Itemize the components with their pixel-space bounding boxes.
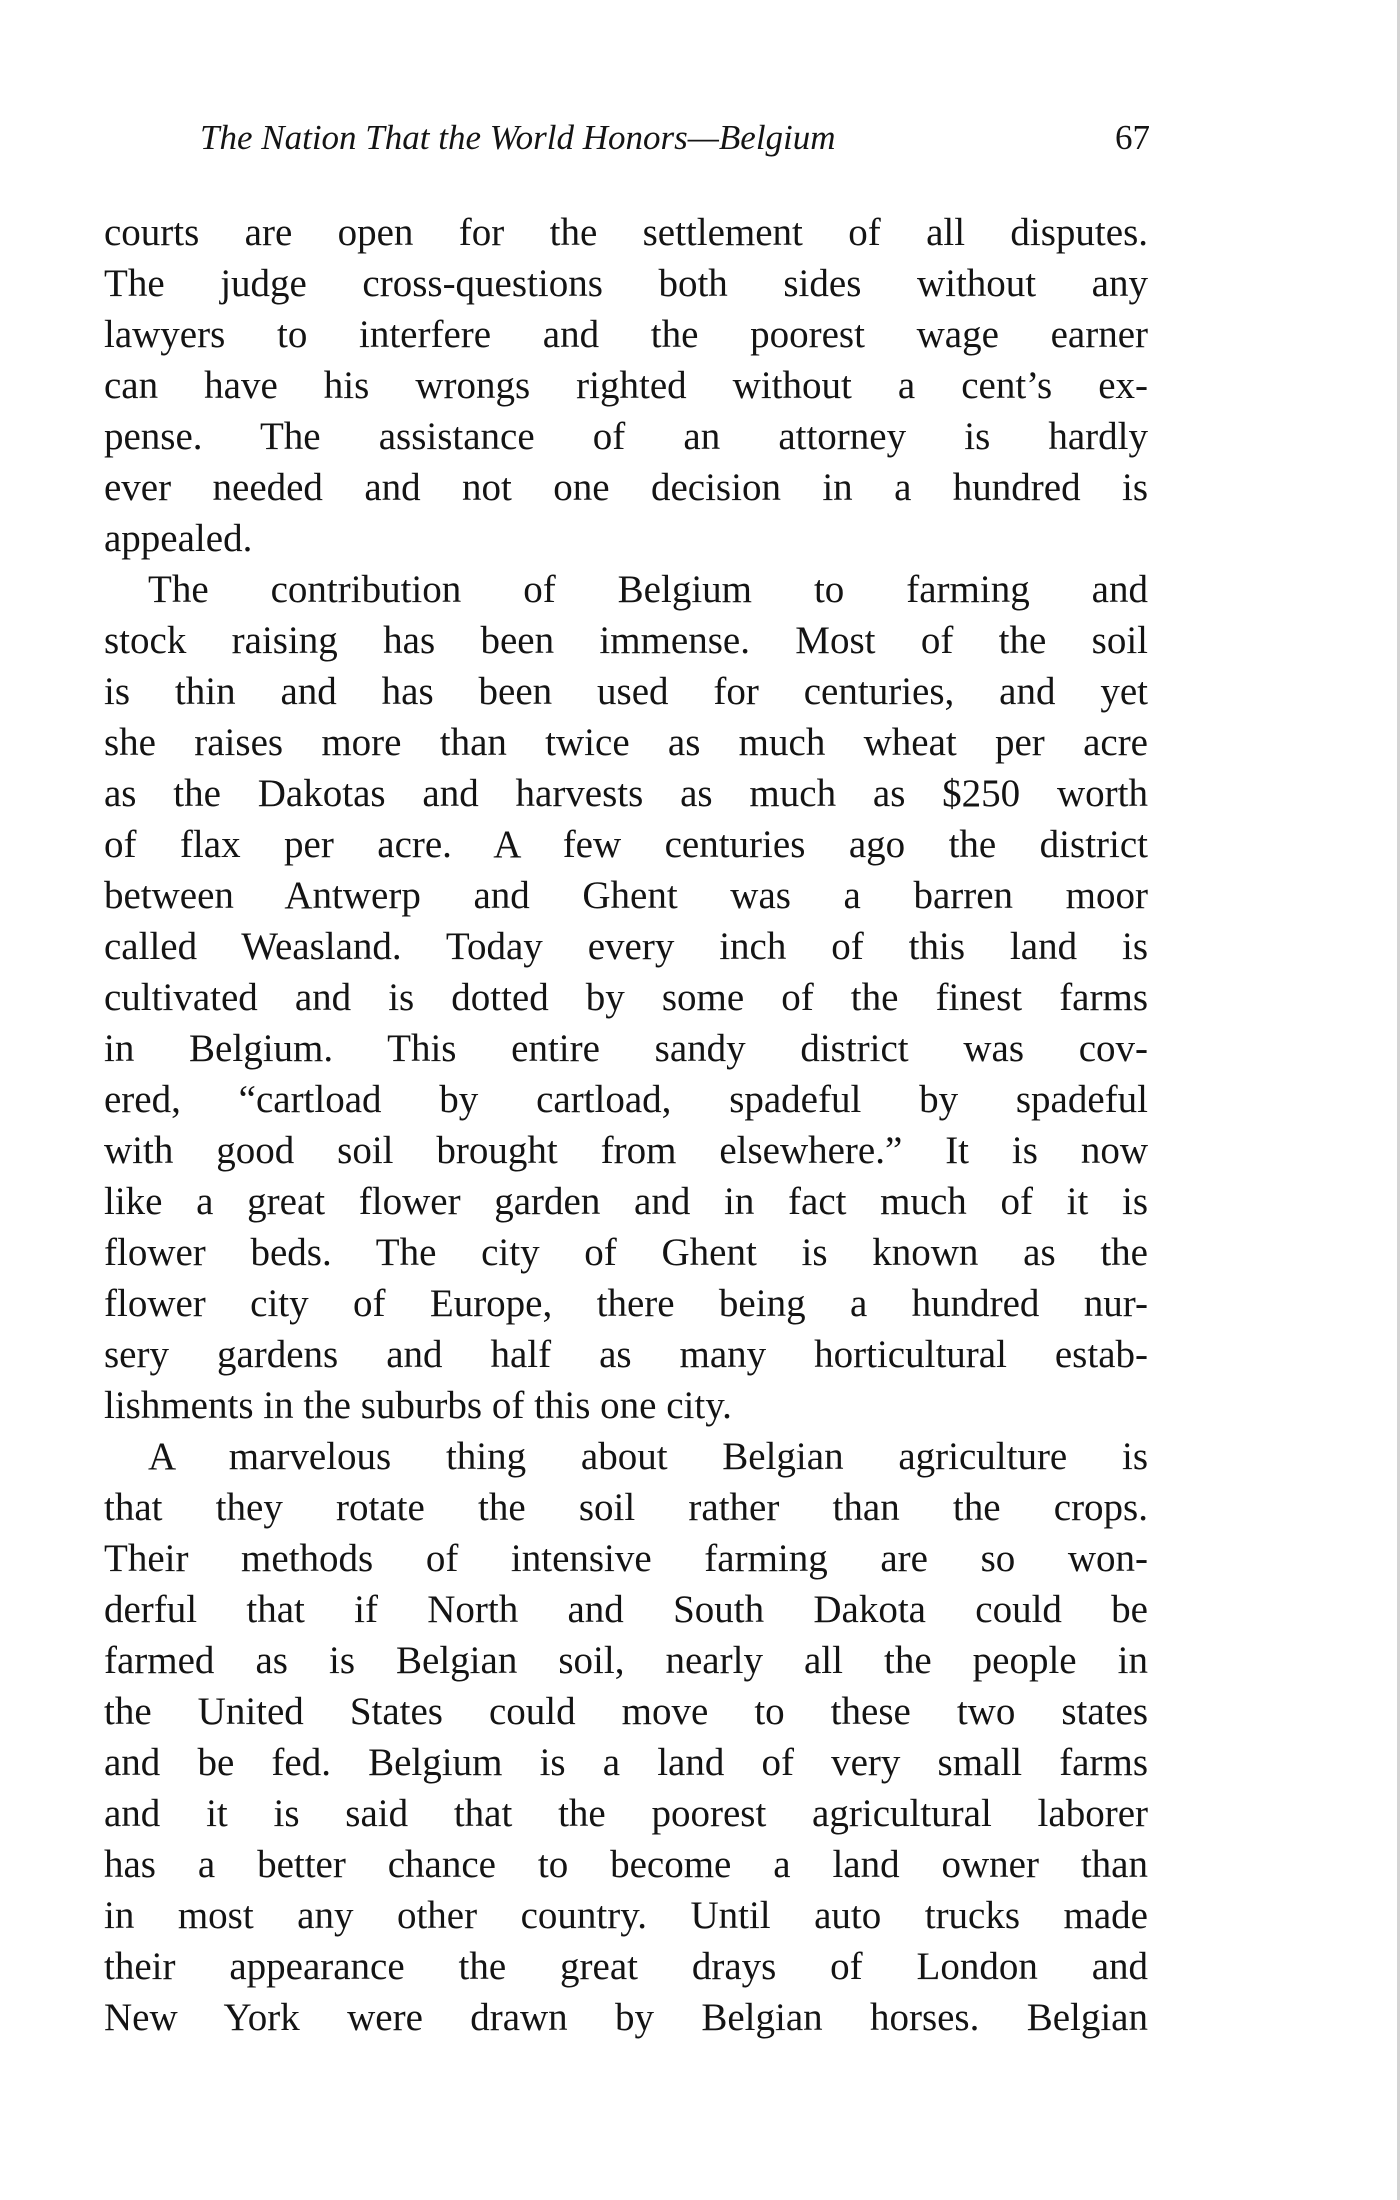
text-line: stock raising has been immense. Most of the soil <box>104 619 1148 662</box>
text-line: cultivated and is dotted by some of the finest farms <box>104 976 1148 1019</box>
text-line: flower beds. The city of Ghent is known as the <box>104 1231 1148 1274</box>
text-line: of flax per acre. A few centuries ago the district <box>104 823 1148 866</box>
text-line: ered, “cartload by cartload, spadeful by spadeful <box>104 1078 1148 1121</box>
text-line: lishments in the suburbs of this one city. <box>104 1384 732 1427</box>
text-line: derful that if North and South Dakota could be <box>104 1588 1148 1631</box>
text-line: their appearance the great drays of London and <box>104 1945 1148 1988</box>
page-number: 67 <box>1115 118 1150 157</box>
text-line: she raises more than twice as much wheat per acre <box>104 721 1148 764</box>
text-line: and be fed. Belgium is a land of very small farms <box>104 1741 1148 1784</box>
text-line: as the Dakotas and harvests as much as $250 worth <box>104 772 1148 815</box>
text-line: Their methods of intensive farming are so won- <box>104 1537 1148 1580</box>
text-line: the United States could move to these two states <box>104 1690 1148 1733</box>
text-line: pense. The assistance of an attorney is hardly <box>104 415 1148 458</box>
text-line: ever needed and not one decision in a hundred is <box>104 466 1148 509</box>
text-line: lawyers to interfere and the poorest wage earner <box>104 313 1148 356</box>
body-text <box>104 207 1148 2043</box>
text-line: and it is said that the poorest agricultural laborer <box>104 1792 1148 1835</box>
running-head <box>200 112 1150 164</box>
text-line: is thin and has been used for centuries, and yet <box>104 670 1148 713</box>
text-line: sery gardens and half as many horticultural estab- <box>104 1333 1148 1376</box>
text-line: appealed. <box>104 517 253 560</box>
text-line: has a better chance to become a land owner than <box>104 1843 1148 1886</box>
text-line: farmed as is Belgian soil, nearly all the people in <box>104 1639 1148 1682</box>
text-line: courts are open for the settlement of all disputes. <box>104 211 1148 254</box>
text-line: that they rotate the soil rather than the crops. <box>104 1486 1148 1529</box>
text-line: in Belgium. This entire sandy district was cov- <box>104 1027 1148 1070</box>
text-line: A marvelous thing about Belgian agriculture is <box>148 1435 1148 1478</box>
text-line: The judge cross-questions both sides without any <box>104 262 1148 305</box>
text-line: can have his wrongs righted without a cent’s ex- <box>104 364 1148 407</box>
text-line: in most any other country. Until auto trucks made <box>104 1894 1148 1937</box>
text-line: between Antwerp and Ghent was a barren moor <box>104 874 1148 917</box>
text-line: called Weasland. Today every inch of this land is <box>104 925 1148 968</box>
text-line: New York were drawn by Belgian horses. Belgian <box>104 1996 1148 2039</box>
text-line: The contribution of Belgium to farming and <box>148 568 1148 611</box>
text-line: with good soil brought from elsewhere.” It is now <box>104 1129 1148 1172</box>
text-line: like a great flower garden and in fact much of it is <box>104 1180 1148 1223</box>
text-line: flower city of Europe, there being a hundred nur- <box>104 1282 1148 1325</box>
running-title: The Nation That the World Honors—Belgium <box>200 118 836 157</box>
